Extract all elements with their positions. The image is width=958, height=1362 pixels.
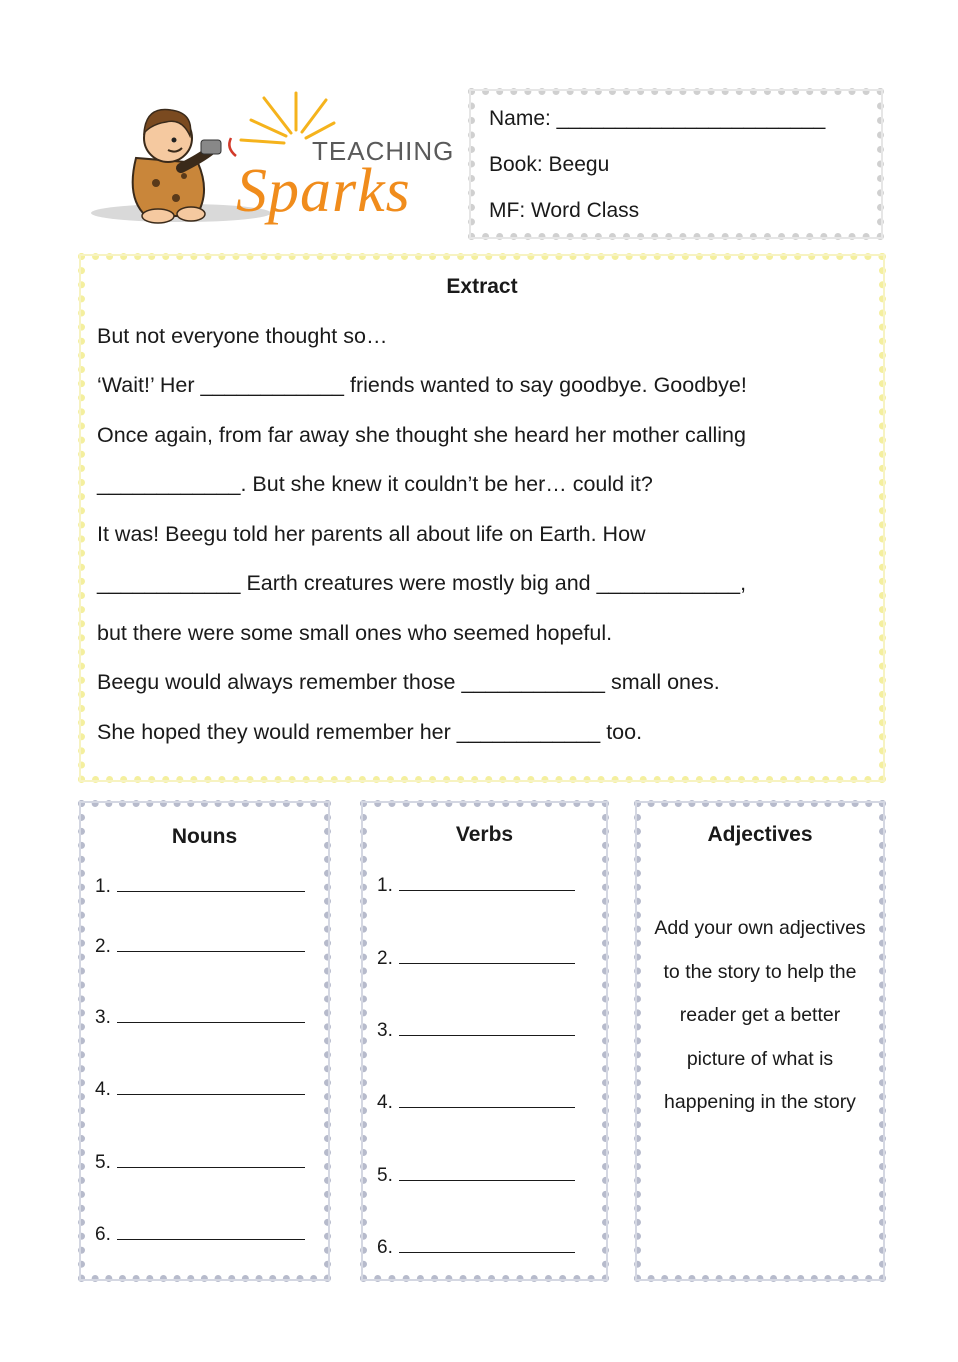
extract-title: Extract xyxy=(446,275,518,298)
student-info-box xyxy=(468,88,884,240)
verb-entry-3[interactable] xyxy=(377,1017,575,1042)
noun-entry-4[interactable] xyxy=(95,1076,305,1101)
noun-entry-2[interactable] xyxy=(95,933,305,958)
verb-entry-4[interactable] xyxy=(377,1089,575,1114)
noun-number: 4. xyxy=(95,1079,111,1100)
noun-entry-3[interactable] xyxy=(95,1004,305,1029)
noun-number: 3. xyxy=(95,1007,111,1028)
teaching-sparks-logo xyxy=(86,88,456,233)
name-field[interactable]: Name: _______________________ xyxy=(489,107,826,130)
noun-number: 6. xyxy=(95,1224,111,1245)
verb-number: 3. xyxy=(377,1020,393,1041)
mf-label: MF: Word Class xyxy=(489,199,640,222)
extract-line-8: Beegu would always remember those ____________ small ones. xyxy=(97,670,720,694)
logo-teaching-text: TEACHING xyxy=(312,136,455,166)
adjectives-title: Adjectives xyxy=(707,823,813,846)
extract-line-5: It was! Beegu told her parents all about life on Earth. How xyxy=(97,522,646,546)
verb-number: 4. xyxy=(377,1092,393,1113)
noun-entry-5[interactable] xyxy=(95,1149,305,1174)
noun-number: 5. xyxy=(95,1152,111,1173)
adjectives-box xyxy=(634,800,886,1282)
logo-sparks-text: Sparks xyxy=(236,157,411,225)
noun-entry-1[interactable] xyxy=(95,873,305,898)
extract-line-2: ‘Wait!’ Her ____________ friends wanted to say goodbye. Goodbye! xyxy=(97,373,747,397)
noun-number: 2. xyxy=(95,936,111,957)
verb-number: 1. xyxy=(377,875,393,896)
extract-line-1: But not everyone thought so… xyxy=(97,324,388,348)
noun-number: 1. xyxy=(95,876,111,897)
verbs-title: Verbs xyxy=(455,823,514,846)
verb-entry-6[interactable] xyxy=(377,1234,575,1259)
verb-number: 6. xyxy=(377,1237,393,1258)
verb-entry-5[interactable] xyxy=(377,1162,575,1187)
extract-line-9: She hoped they would remember her ____________ too. xyxy=(97,720,643,744)
verb-entry-1[interactable] xyxy=(377,872,575,897)
verb-entry-2[interactable] xyxy=(377,945,575,970)
extract-line-4: ____________. But she knew it couldn’t be her… could it? xyxy=(97,472,653,496)
verbs-box xyxy=(360,800,609,1282)
adjectives-instructions: Add your own adjectives to the story to help the reader get a better picture of what is happening in the story xyxy=(654,917,866,1113)
verb-number: 2. xyxy=(377,948,393,969)
extract-line-3: Once again, from far away she thought she heard her mother calling xyxy=(97,423,746,447)
noun-entry-6[interactable] xyxy=(95,1221,305,1246)
extract-line-7: but there were some small ones who seemed hopeful. xyxy=(97,621,613,645)
extract-line-6: ____________ Earth creatures were mostly big and ____________, xyxy=(97,571,747,595)
nouns-title: Nouns xyxy=(171,825,238,848)
extract-box xyxy=(78,253,886,783)
book-label: Book: Beegu xyxy=(489,153,610,176)
nouns-box xyxy=(78,800,331,1282)
verb-number: 5. xyxy=(377,1165,393,1186)
